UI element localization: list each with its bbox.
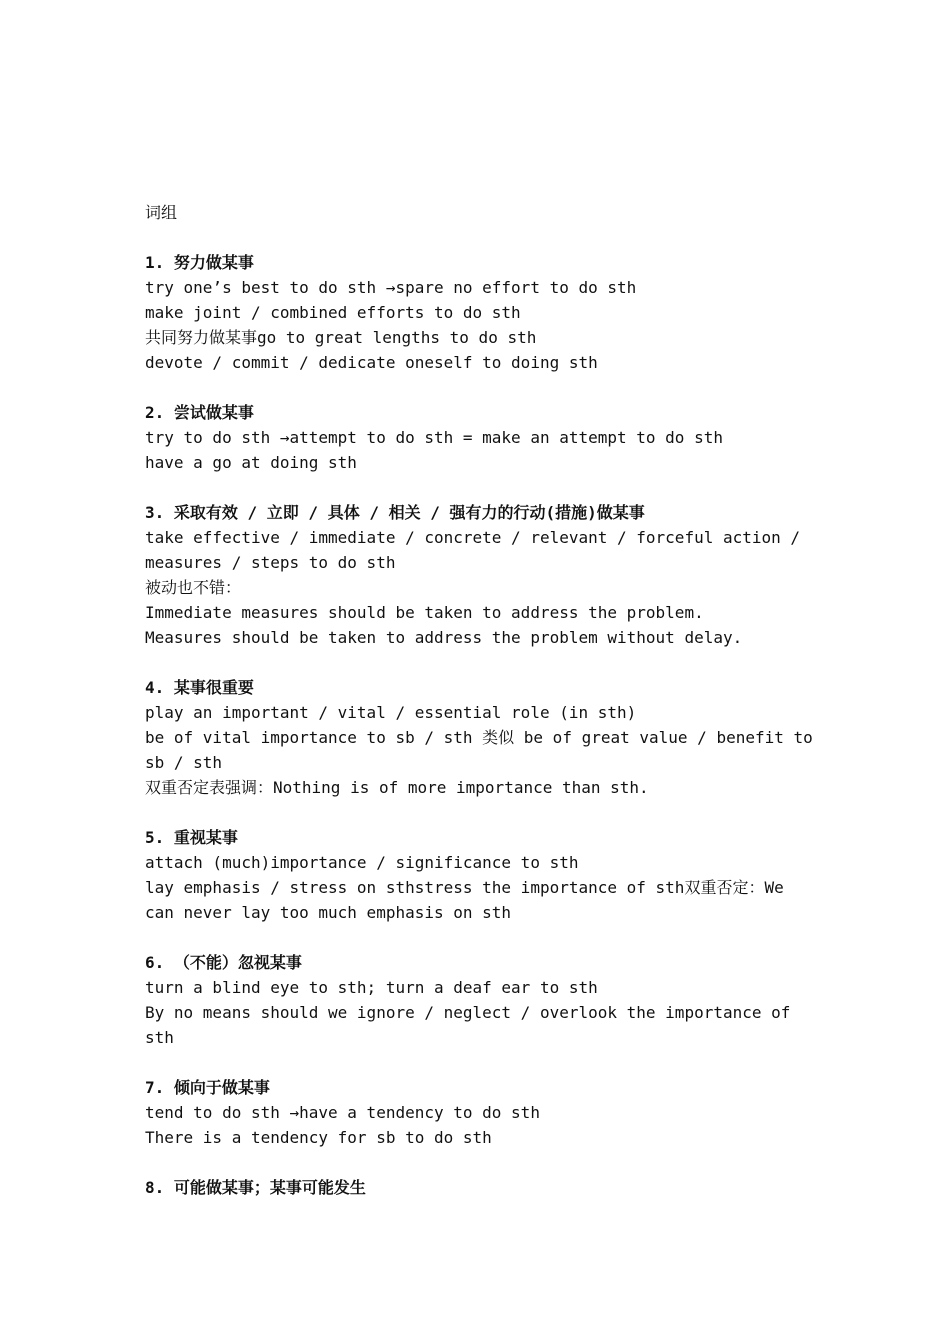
phrase-line: devote / commit / dedicate oneself to doing sth <box>145 353 598 372</box>
section-4 <box>145 675 815 800</box>
phrase-line: lay emphasis / stress on sthstress the importance of sth双重否定：We can never lay too much emphasis on sth <box>145 878 784 922</box>
phrase-line: try to do sth →attempt to do sth = make an attempt to do sth <box>145 428 723 447</box>
phrase-line: play an important / vital / essential role (in sth) <box>145 703 637 722</box>
section-3 <box>145 500 815 650</box>
phrase-line: 双重否定表强调：Nothing is of more importance than sth. <box>145 778 649 797</box>
phrase-line: Immediate measures should be taken to address the problem. <box>145 603 704 622</box>
section-8 <box>145 1175 815 1200</box>
phrase-line: attach (much)importance / significance to sth <box>145 853 579 872</box>
section-heading: 2. 尝试做某事 <box>145 403 254 422</box>
phrase-line: 共同努力做某事go to great lengths to do sth <box>145 328 537 347</box>
document-title: 词组 <box>145 203 178 222</box>
section-2 <box>145 400 815 475</box>
document-page <box>145 200 815 1225</box>
section-5 <box>145 825 815 925</box>
section-heading: 5. 重视某事 <box>145 828 238 847</box>
phrase-line: 被动也不错： <box>145 578 242 597</box>
phrase-line: tend to do sth →have a tendency to do sth <box>145 1103 540 1122</box>
phrase-line: have a go at doing sth <box>145 453 357 472</box>
section-heading: 4. 某事很重要 <box>145 678 254 697</box>
section-heading: 6. （不能）忽视某事 <box>145 953 302 972</box>
section-heading: 7. 倾向于做某事 <box>145 1078 270 1097</box>
phrase-line: be of vital importance to sb / sth 类似 be of great value / benefit to sb / sth <box>145 728 813 772</box>
section-6 <box>145 950 815 1050</box>
phrase-line: try one’s best to do sth →spare no effort to do sth <box>145 278 637 297</box>
phrase-line: By no means should we ignore / neglect / overlook the importance of sth <box>145 1003 791 1047</box>
section-heading: 1. 努力做某事 <box>145 253 254 272</box>
phrase-line: There is a tendency for sb to do sth <box>145 1128 492 1147</box>
phrase-line: make joint / combined efforts to do sth <box>145 303 521 322</box>
section-7 <box>145 1075 815 1150</box>
section-1 <box>145 250 815 375</box>
phrase-line: take effective / immediate / concrete / relevant / forceful action / measures / steps to do sth <box>145 528 801 572</box>
section-heading: 8. 可能做某事；某事可能发生 <box>145 1178 366 1197</box>
section-heading: 3. 采取有效 / 立即 / 具体 / 相关 / 强有力的行动(措施)做某事 <box>145 503 645 522</box>
phrase-line: turn a blind eye to sth; turn a deaf ear to sth <box>145 978 598 997</box>
phrase-line: Measures should be taken to address the problem without delay. <box>145 628 743 647</box>
